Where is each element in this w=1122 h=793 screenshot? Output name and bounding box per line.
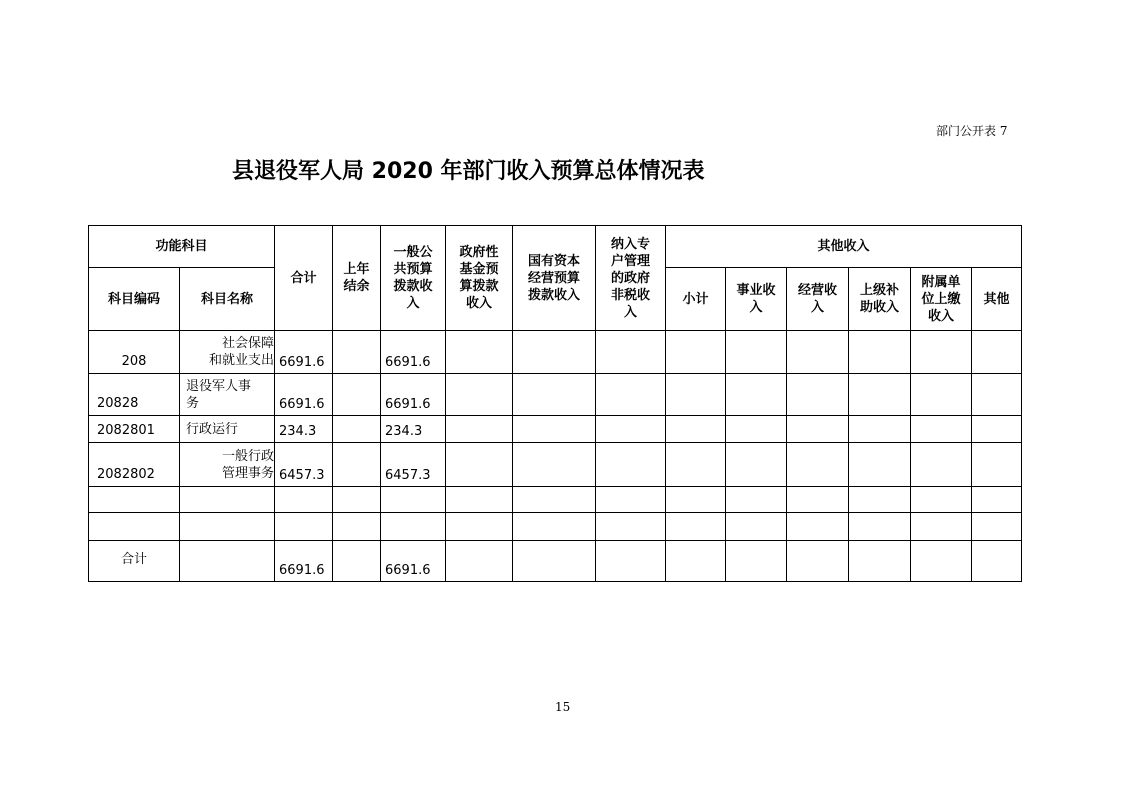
subject-name: 行政运行 bbox=[180, 416, 275, 443]
header-business-income: 事业收 入 bbox=[726, 268, 787, 331]
table-row bbox=[89, 374, 1022, 416]
header-special-account: 纳入专 户管理 的政府 非税收 入 bbox=[596, 226, 666, 331]
subject-code: 20828 bbox=[89, 374, 180, 416]
general-budget-value: 6691.6 bbox=[381, 331, 446, 374]
subject-name: 社会保障 和就业支出 bbox=[180, 331, 275, 374]
total-value: 234.3 bbox=[275, 416, 333, 443]
subject-name: 退役军人事 务 bbox=[180, 374, 275, 416]
header-row-1 bbox=[89, 226, 1022, 268]
total-value: 6691.6 bbox=[275, 541, 333, 582]
page-number: 15 bbox=[555, 700, 571, 714]
table-row-empty bbox=[89, 487, 1022, 513]
header-other-income: 其他收入 bbox=[666, 226, 1022, 268]
header-subtotal: 小计 bbox=[666, 268, 726, 331]
table-row bbox=[89, 331, 1022, 374]
page-label: 部门公开表 7 bbox=[936, 124, 1008, 138]
header-other: 其他 bbox=[972, 268, 1022, 331]
subject-code: 208 bbox=[89, 331, 180, 374]
budget-table bbox=[88, 225, 1022, 582]
subject-code: 2082801 bbox=[89, 416, 180, 443]
header-total: 合计 bbox=[275, 226, 333, 331]
general-budget-value: 6691.6 bbox=[381, 541, 446, 582]
header-general-budget: 一般公 共预算 拨款收 入 bbox=[381, 226, 446, 331]
subject-code: 2082802 bbox=[89, 443, 180, 487]
general-budget-value: 6457.3 bbox=[381, 443, 446, 487]
table-row bbox=[89, 416, 1022, 443]
total-value: 6457.3 bbox=[275, 443, 333, 487]
total-value: 6691.6 bbox=[275, 374, 333, 416]
header-last-year-balance: 上年 结余 bbox=[333, 226, 381, 331]
header-functional-subject: 功能科目 bbox=[89, 226, 275, 268]
header-affiliated-income: 附属单 位上缴 收入 bbox=[911, 268, 972, 331]
header-gov-fund: 政府性 基金预 算拨款 收入 bbox=[446, 226, 513, 331]
header-state-capital: 国有资本 经营预算 拨款收入 bbox=[513, 226, 596, 331]
subject-name: 一般行政 管理事务 bbox=[180, 443, 275, 487]
header-subject-name: 科目名称 bbox=[180, 268, 275, 331]
total-label: 合计 bbox=[89, 541, 180, 582]
general-budget-value: 6691.6 bbox=[381, 374, 446, 416]
table-row bbox=[89, 443, 1022, 487]
total-row bbox=[89, 541, 1022, 582]
table-row-empty bbox=[89, 513, 1022, 541]
general-budget-value: 234.3 bbox=[381, 416, 446, 443]
total-value: 6691.6 bbox=[275, 331, 333, 374]
page-title: 县退役军人局 2020 年部门收入预算总体情况表 bbox=[232, 159, 705, 184]
header-operating-income: 经营收 入 bbox=[787, 268, 849, 331]
header-superior-subsidy: 上级补 助收入 bbox=[849, 268, 911, 331]
header-subject-code: 科目编码 bbox=[89, 268, 180, 331]
